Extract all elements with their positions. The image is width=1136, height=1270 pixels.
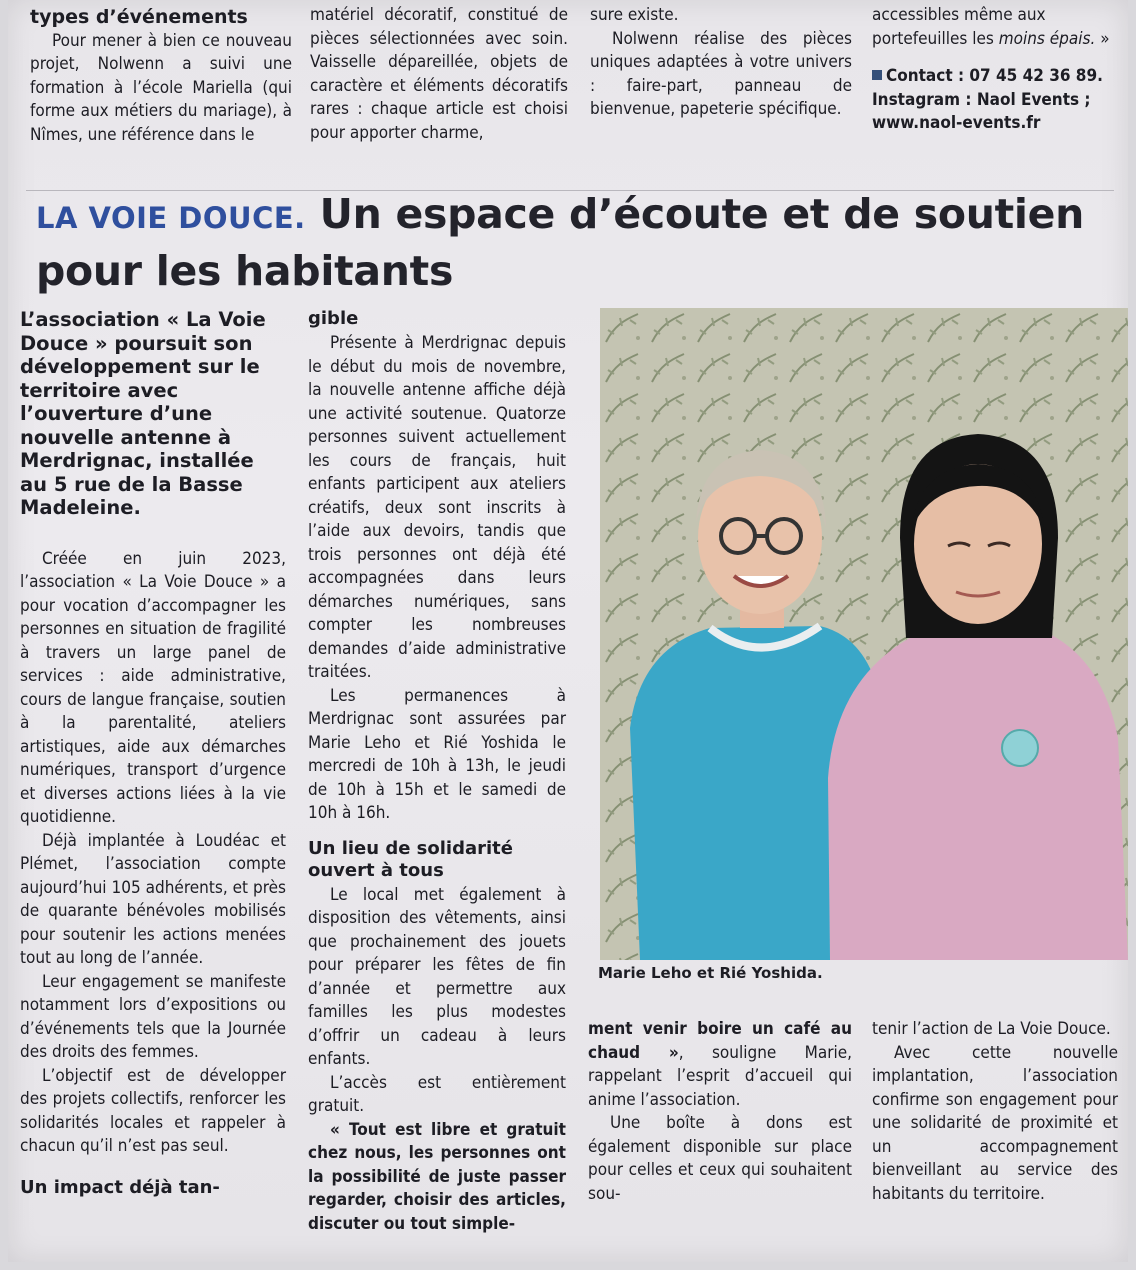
- article-paragraph: Avec cette nouvelle implantation, l’association confirme son engagement pour une solidarité de proximité et un accompagnement bienveillant au service des habitants du territoire.: [872, 1042, 1118, 1204]
- article-photo: [600, 308, 1128, 960]
- article-paragraph: Créée en juin 2023, l’association « La Voie Douce » a pour vocation d’accompagner les personnes en situation de fragilité à travers un large panel de services : aide administrative, cours de langue française, soutien à la parentalité, ateliers artistiques, aide aux démarches numériques, transport d’urgence et diverses actions liées à la vie quotidienne.: [20, 548, 286, 827]
- article-quote: « Tout est libre et gratuit chez nous, les personnes ont la possibilité de juste passer regarder, choisir des articles, discuter ou tout simple-: [308, 1119, 566, 1234]
- article-lead: L’association « La Voie Douce » poursuit son développement sur le territoire avec l’ouverture d’une nouvelle antenne à Merdrignac, installée au 5 rue de la Basse Madeleine.: [20, 308, 266, 519]
- top-column-2: [310, 4, 568, 145]
- previous-article-text: sure existe.: [590, 5, 679, 25]
- contact-instagram: Instagram : Naol Events ;: [872, 89, 1091, 110]
- contact-website: www.naol-events.fr: [872, 113, 1041, 133]
- article-paragraph: Présente à Merdrignac depuis le début du mois de novembre, la nouvelle antenne affiche déjà une activité soutenue. Quatorze personnes suivent actuellement les cours de français, huit enfants participent aux ateliers créatifs, deux sont inscrits à l’aide aux devoirs, tandis que trois personnes ont déjà été accompagnées dans leurs démarches numériques, sans compter les nombreuses demandes d’aide administrative traitées.: [308, 333, 566, 682]
- previous-article-text: Pour mener à bien ce nouveau projet, Nolwenn a suivi une formation à l’école Mariella (qui forme aux métiers du mariage), à Nîmes, une référence dans le: [30, 30, 292, 145]
- previous-article-text: Nolwenn réalise des pièces uniques adaptées à votre univers : faire-part, panneau de bienvenue, papeterie spécifique.: [590, 28, 852, 119]
- article-column-2: [308, 308, 566, 1236]
- article-subhead: Un impact déjà tan-: [20, 1176, 220, 1198]
- article-paragraph: Le local met également à disposition des vêtements, ainsi que prochainement des jouets pour préparer les fêtes de fin d’année et permettre aux familles les plus modestes d’offrir un cadeau à leurs enfants.: [308, 884, 566, 1069]
- photo-illustration: [600, 308, 1128, 960]
- top-column-4: [872, 4, 1120, 136]
- previous-article-text: matériel décoratif, constitué de pièces sélectionnées avec soin. Vaisselle dépareillée, objets de caractère et éléments décoratifs rares : chaque article est choisi pour apporter charme,: [310, 5, 568, 143]
- article-subhead: Un lieu de solidarité ouvert à tous: [308, 837, 513, 881]
- previous-article-subhead: types d’événements: [30, 6, 248, 28]
- article-column-1: [20, 308, 286, 1201]
- article-kicker: LA VOIE DOUCE.: [36, 201, 306, 235]
- article-paragraph: Les permanences à Merdrignac sont assurées par Marie Leho et Rié Yoshida le mercredi de 10h à 13h, le jeudi de 10h à 15h et le samedi de 10h à 16h.: [308, 685, 566, 823]
- article-paragraph: L’objectif est de développer des projets collectifs, renforcer les solidarités locales et rappeler à chacun qu’il n’est pas seul.: [20, 1065, 286, 1156]
- article-paragraph: Déjà implantée à Loudéac et Plémet, l’association compte aujourd’hui 105 adhérents, et près de quarante bénévoles mobilisés pour soutenir les actions menées tout au long de l’année.: [20, 830, 286, 968]
- article-paragraph: tenir l’action de La Voie Douce.: [872, 1019, 1111, 1039]
- article-subhead: gible: [308, 308, 359, 329]
- bullet-square-icon: [872, 70, 882, 80]
- article-column-3: [588, 1018, 852, 1206]
- article-headline: [36, 188, 1116, 298]
- article-paragraph: L’accès est entièrement gratuit.: [308, 1072, 566, 1116]
- previous-article-text: accessibles même aux portefeuilles les moins épais. »: [872, 5, 1110, 49]
- photo-caption: Marie Leho et Rié Yoshida.: [598, 964, 823, 982]
- article-title: Un espace d’écoute et de soutien pour les habitants: [36, 190, 1085, 295]
- newspaper-page: [8, 0, 1128, 1262]
- top-column-1: [30, 6, 292, 147]
- article-column-4: [872, 1018, 1118, 1206]
- contact-phone: Contact : 07 45 42 36 89.: [872, 65, 1120, 89]
- top-column-3: [590, 4, 852, 122]
- article-paragraph: ment venir boire un café au chaud », souligne Marie, rappelant l’esprit d’accueil qui anime l’association.: [588, 1019, 852, 1110]
- article-paragraph: Leur engagement se manifeste notamment lors d’expositions ou d’événements tels que la Journée des droits des femmes.: [20, 971, 286, 1062]
- article-paragraph: Une boîte à dons est également disponible sur place pour celles et ceux qui souhaitent sou-: [588, 1113, 852, 1204]
